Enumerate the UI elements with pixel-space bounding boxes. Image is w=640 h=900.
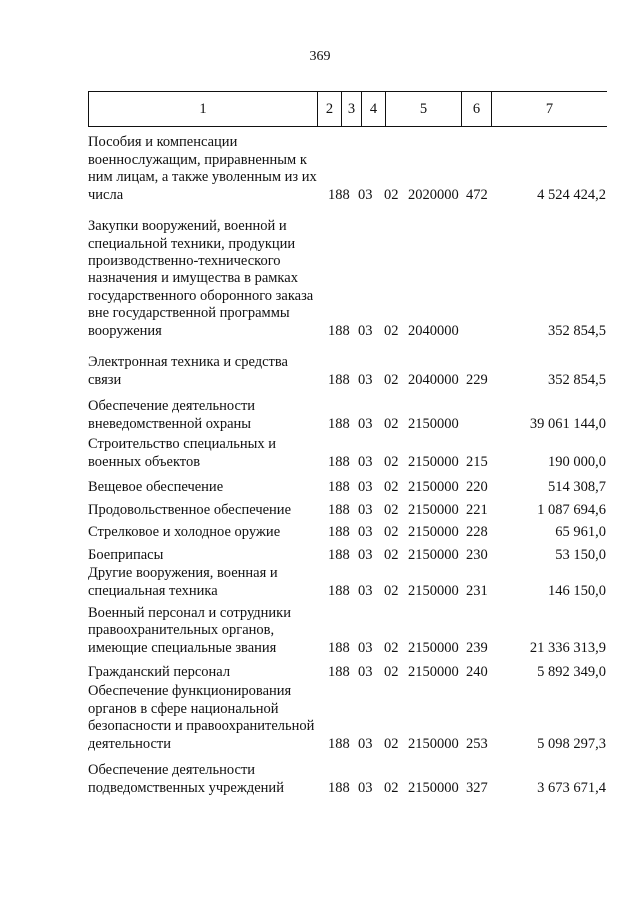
row-target-item: 2150000 xyxy=(408,415,459,432)
row-sum: 146 150,0 xyxy=(548,582,606,599)
row-name: Гражданский персонал xyxy=(88,663,231,680)
table-row xyxy=(88,345,608,389)
row-target-item: 2040000 xyxy=(408,322,459,339)
row-subsection: 02 xyxy=(384,478,399,495)
row-subsection: 02 xyxy=(384,371,399,388)
row-ved: 188 xyxy=(328,779,350,796)
row-expense-type: 239 xyxy=(466,639,488,656)
table-row xyxy=(88,603,608,657)
row-subsection: 02 xyxy=(384,663,399,680)
row-section: 03 xyxy=(358,582,373,599)
row-sum: 3 673 671,4 xyxy=(537,779,606,796)
row-subsection: 02 xyxy=(384,186,399,203)
row-section: 03 xyxy=(358,639,373,656)
table-row xyxy=(88,393,608,433)
row-ved: 188 xyxy=(328,322,350,339)
row-target-item: 2150000 xyxy=(408,523,459,540)
row-section: 03 xyxy=(358,371,373,388)
row-sum: 4 524 424,2 xyxy=(537,186,606,203)
table-row xyxy=(88,566,608,600)
row-name: Продовольственное обеспечение xyxy=(88,501,291,518)
row-sum: 53 150,0 xyxy=(555,546,606,563)
row-name: Обеспечение функционирования органов в сфере национальной безопасности и правоохранительной деятельности xyxy=(88,683,315,752)
row-expense-type: 229 xyxy=(466,371,488,388)
row-ved: 188 xyxy=(328,415,350,432)
row-ved: 188 xyxy=(328,478,350,495)
row-name: Обеспечение деятельности вневедомственной охраны xyxy=(88,398,256,432)
row-ved: 188 xyxy=(328,371,350,388)
row-target-item: 2150000 xyxy=(408,478,459,495)
row-expense-type: 221 xyxy=(466,501,488,518)
row-name: Вещевое обеспечение xyxy=(88,478,224,495)
row-name: Стрелковое и холодное оружие xyxy=(88,523,281,540)
table-row xyxy=(88,757,608,797)
row-expense-type: 220 xyxy=(466,478,488,495)
page-number: 369 xyxy=(309,49,331,64)
row-target-item: 2150000 xyxy=(408,501,459,518)
row-subsection: 02 xyxy=(384,415,399,432)
row-section: 03 xyxy=(358,415,373,432)
row-ved: 188 xyxy=(328,735,350,752)
row-sum: 21 336 313,9 xyxy=(529,639,606,656)
header-col-1: 1 xyxy=(89,92,318,126)
table-row xyxy=(88,215,608,340)
row-subsection: 02 xyxy=(384,546,399,563)
row-expense-type: 472 xyxy=(466,186,488,203)
row-name: Закупки вооружений, военной и специальной техники, продукции производственно-технического назначения и имущества в рамках государственного оборонного заказа вне государственной программы вооружения xyxy=(88,218,314,339)
row-sum: 65 961,0 xyxy=(555,523,606,540)
table-row xyxy=(88,130,608,204)
row-name: Другие вооружения, военная и специальная техника xyxy=(88,565,278,599)
row-section: 03 xyxy=(358,523,373,540)
row-ved: 188 xyxy=(328,582,350,599)
row-sum: 352 854,5 xyxy=(548,322,606,339)
row-subsection: 02 xyxy=(384,582,399,599)
row-ved: 188 xyxy=(328,546,350,563)
row-expense-type: 230 xyxy=(466,546,488,563)
row-subsection: 02 xyxy=(384,453,399,470)
row-section: 03 xyxy=(358,322,373,339)
row-ved: 188 xyxy=(328,663,350,680)
row-section: 03 xyxy=(358,735,373,752)
table-row xyxy=(88,497,608,519)
table-row xyxy=(88,542,608,564)
row-target-item: 2150000 xyxy=(408,546,459,563)
row-ved: 188 xyxy=(328,453,350,470)
row-section: 03 xyxy=(358,663,373,680)
row-name: Обеспечение деятельности подведомственных учреждений xyxy=(88,762,284,796)
row-section: 03 xyxy=(358,546,373,563)
header-col-4: 4 xyxy=(362,92,386,126)
row-target-item: 2040000 xyxy=(408,371,459,388)
row-section: 03 xyxy=(358,478,373,495)
row-expense-type: 253 xyxy=(466,735,488,752)
table-row xyxy=(88,474,608,496)
row-ved: 188 xyxy=(328,523,350,540)
header-col-3: 3 xyxy=(342,92,362,126)
row-target-item: 2150000 xyxy=(408,582,459,599)
row-subsection: 02 xyxy=(384,639,399,656)
header-col-7: 7 xyxy=(545,101,554,117)
row-name: Электронная техника и средства связи xyxy=(88,354,288,388)
row-sum: 5 892 349,0 xyxy=(537,663,606,680)
table-row xyxy=(88,435,608,471)
row-section: 03 xyxy=(358,501,373,518)
row-section: 03 xyxy=(358,453,373,470)
header-col-6: 6 xyxy=(462,92,492,126)
row-target-item: 2150000 xyxy=(408,735,459,752)
row-sum: 514 308,7 xyxy=(548,478,606,495)
header-col-5: 5 xyxy=(386,92,462,126)
table-header xyxy=(88,91,607,127)
row-expense-type: 215 xyxy=(466,453,488,470)
row-ved: 188 xyxy=(328,639,350,656)
table-row xyxy=(88,659,608,681)
row-name: Военный персонал и сотрудники правоохранительных органов, имеющие специальные звания xyxy=(88,604,291,656)
header-col-2: 2 xyxy=(318,92,342,126)
row-target-item: 2150000 xyxy=(408,453,459,470)
table-row xyxy=(88,519,608,541)
row-ved: 188 xyxy=(328,186,350,203)
row-sum: 1 087 694,6 xyxy=(537,501,606,518)
row-ved: 188 xyxy=(328,501,350,518)
row-subsection: 02 xyxy=(384,523,399,540)
row-name: Боеприпасы xyxy=(88,546,164,563)
row-sum: 352 854,5 xyxy=(548,371,606,388)
row-subsection: 02 xyxy=(384,501,399,518)
row-subsection: 02 xyxy=(384,322,399,339)
row-section: 03 xyxy=(358,186,373,203)
row-target-item: 2150000 xyxy=(408,779,459,796)
row-expense-type: 231 xyxy=(466,582,488,599)
row-name: Строительство специальных и военных объектов xyxy=(88,436,276,470)
row-sum: 5 098 297,3 xyxy=(537,735,606,752)
row-subsection: 02 xyxy=(384,779,399,796)
row-subsection: 02 xyxy=(384,735,399,752)
row-expense-type: 228 xyxy=(466,523,488,540)
row-sum: 39 061 144,0 xyxy=(529,415,606,432)
row-target-item: 2150000 xyxy=(408,663,459,680)
row-name: Пособия и компенсации военнослужащим, приравненным к ним лицам, а также уволенным из их числа xyxy=(88,134,317,203)
row-expense-type: 327 xyxy=(466,779,488,796)
table-row xyxy=(88,683,608,753)
row-expense-type: 240 xyxy=(466,663,488,680)
row-section: 03 xyxy=(358,779,373,796)
row-target-item: 2150000 xyxy=(408,639,459,656)
row-target-item: 2020000 xyxy=(408,186,459,203)
row-sum: 190 000,0 xyxy=(548,453,606,470)
